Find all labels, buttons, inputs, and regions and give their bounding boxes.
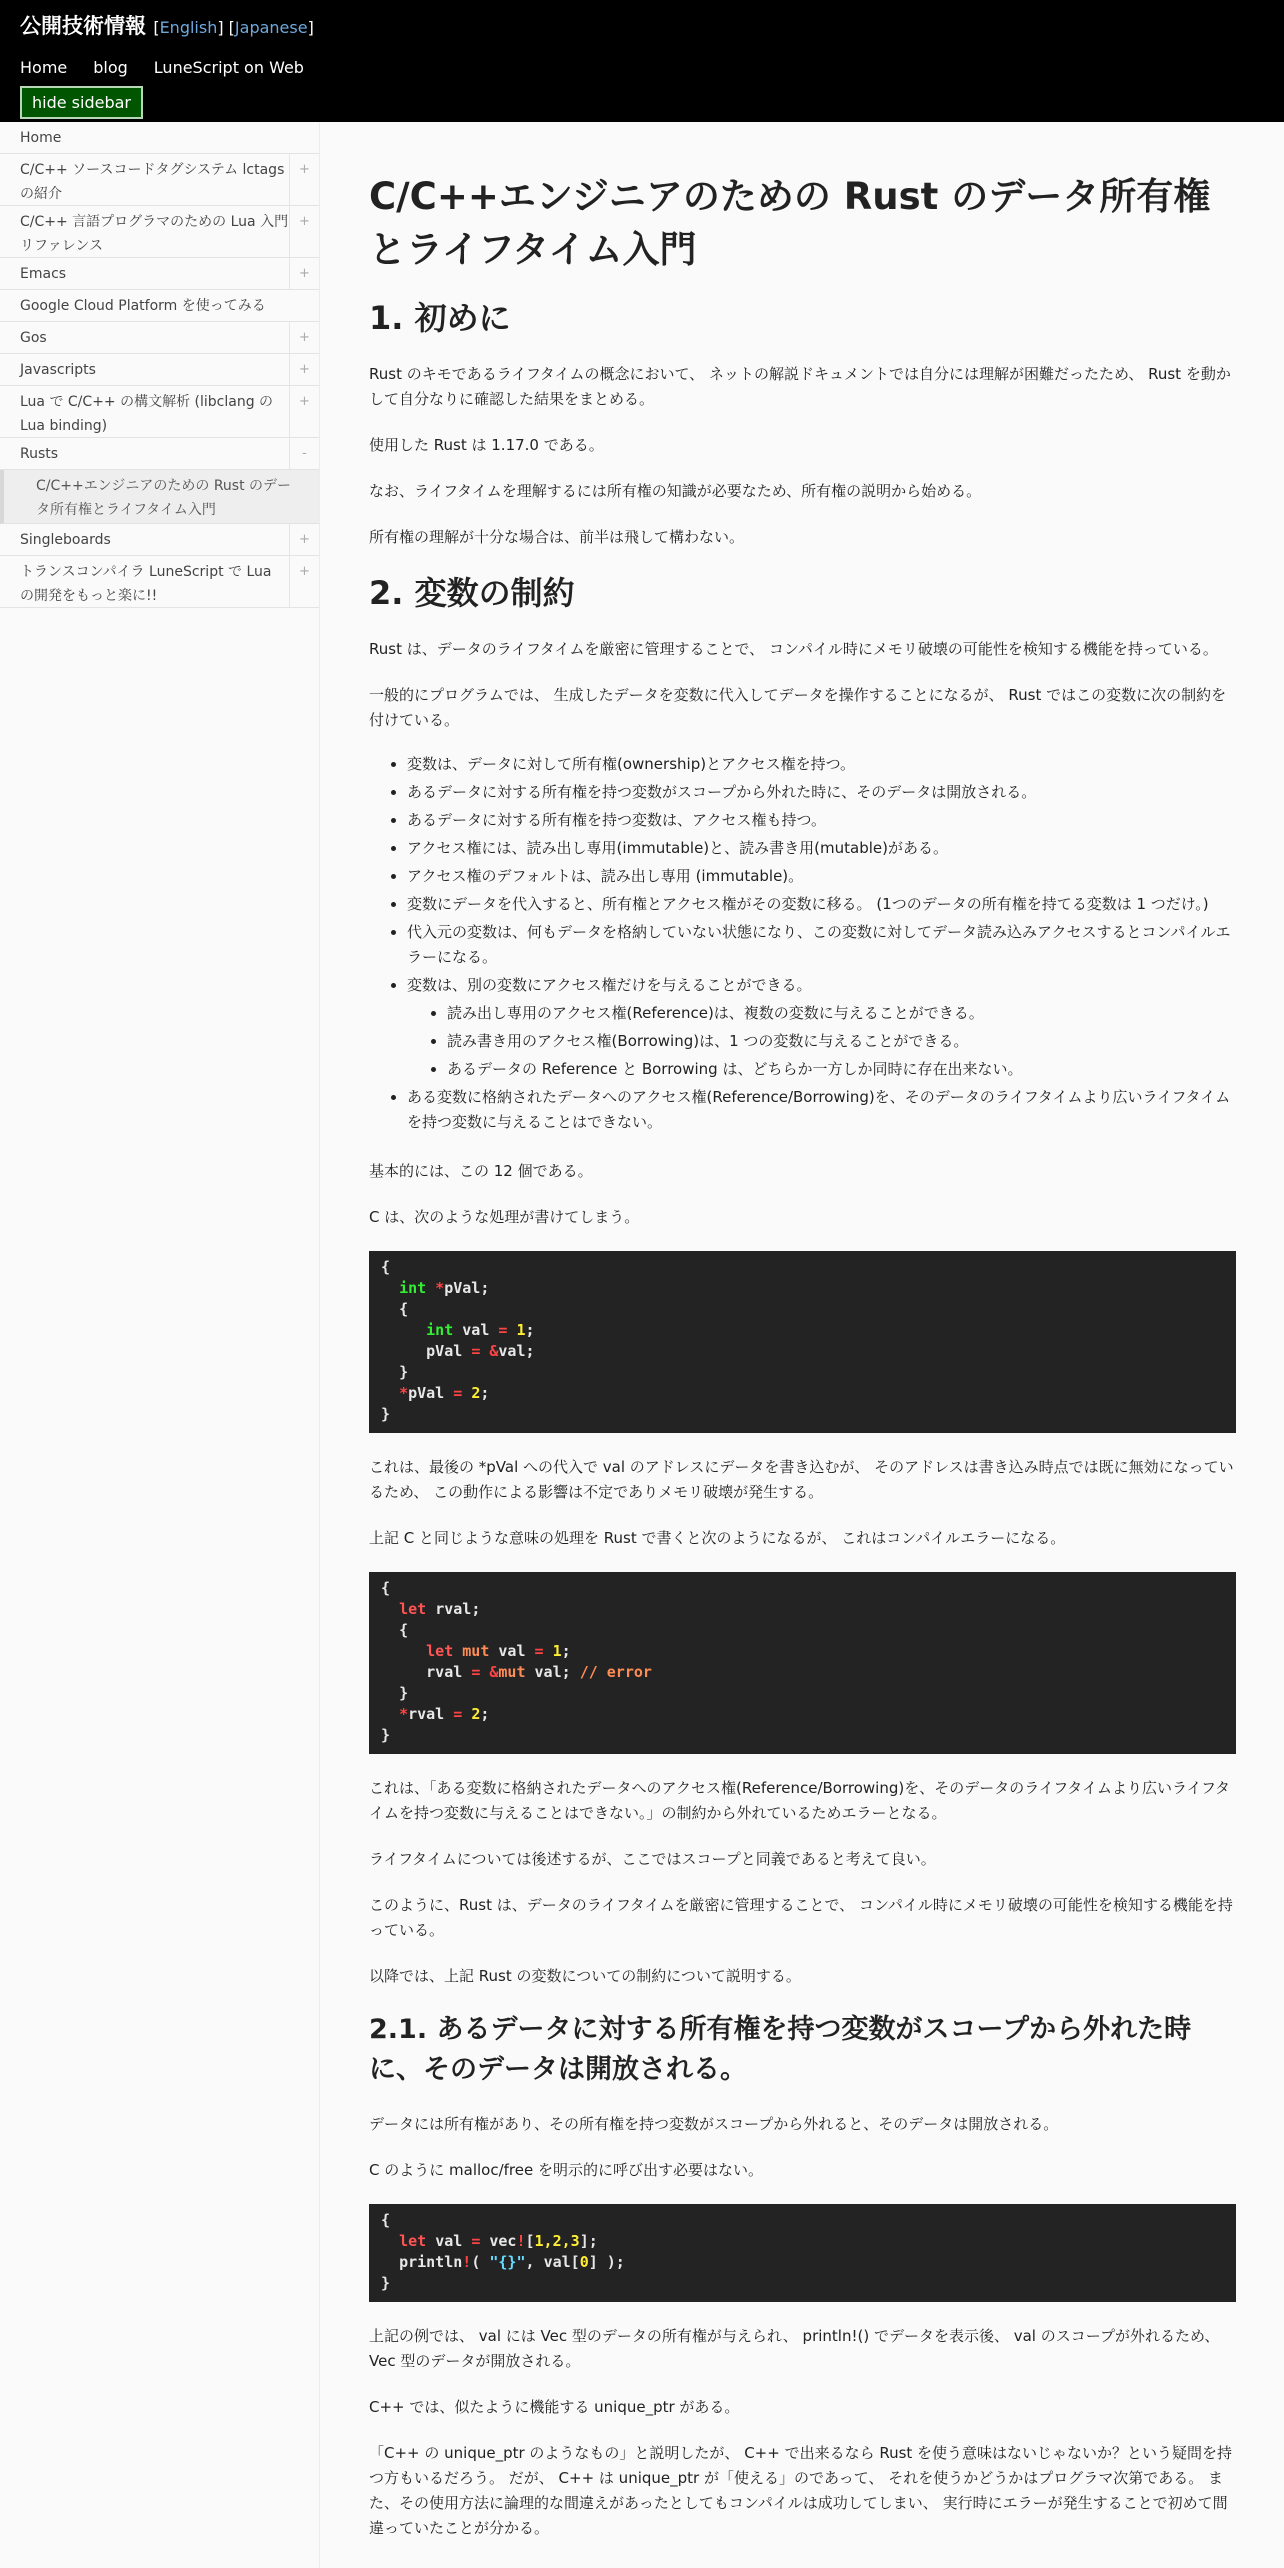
nav-lunescript-on-web[interactable]: LuneScript on Web [153, 58, 304, 77]
nav-blog[interactable]: blog [93, 58, 128, 77]
section-heading-variables: 2. 変数の制約 [369, 574, 575, 612]
constraint-list [407, 752, 1236, 1135]
sidebar-item-label[interactable]: Singleboards [20, 532, 111, 548]
expand-toggle[interactable]: + [289, 206, 319, 257]
sidebar-item-rusts[interactable] [0, 438, 319, 470]
expand-toggle[interactable]: + [289, 524, 319, 555]
section-heading-scope: 2.1. あるデータに対する所有権を持つ変数がスコープから外れた時に、そのデータは開放される。 [369, 2014, 1192, 2085]
paragraph: 以降では、上記 Rust の変数についての制約について説明する。 [369, 1967, 801, 1985]
sidebar-item-home[interactable] [0, 122, 319, 154]
paragraph: 基本的には、この 12 個である。 [369, 1162, 593, 1180]
list-item: • あるデータに対する所有権を持つ変数は、アクセス権も持つ。 [407, 808, 1236, 833]
section-heading-intro: 1. 初めに [369, 299, 511, 337]
paragraph: これは、最後の *pVal への代入で val のアドレスにデータを書き込むが、 そのアドレスは書き込み時点では既に無効になっているため、 この動作による影響は不定でありメモリ破壊が発生する。 [369, 1458, 1234, 1501]
paragraph: 上記の例では、 val には Vec 型のデータの所有権が与えられ、 println!() でデータを表示後、 val のスコープが外れるため、 Vec 型のデータが開放される。 [369, 2327, 1220, 2370]
lang-english-link[interactable]: English [159, 18, 218, 37]
site-title: 公開技術情報 [20, 14, 146, 38]
sidebar [0, 122, 320, 2568]
sidebar-item-libclang[interactable] [0, 386, 319, 438]
lang-bracket: ] [ [217, 18, 235, 37]
nav-home[interactable]: Home [20, 58, 68, 77]
sidebar-item-label[interactable]: Google Cloud Platform を使ってみる [20, 298, 266, 314]
sidebar-item-label[interactable]: C/C++エンジニアのための Rust のデータ所有権とライフタイム入門 [36, 478, 292, 518]
sidebar-item-label[interactable]: C/C++ ソースコードタグシステム lctags の紹介 [20, 162, 285, 202]
expand-toggle[interactable]: + [289, 386, 319, 437]
sidebar-item-label[interactable]: Home [20, 130, 62, 146]
expand-toggle[interactable]: + [289, 322, 319, 353]
paragraph: Rust は、データのライフタイムを厳密に管理することで、 コンパイル時にメモリ破壊の可能性を検知する機能を持っている。 [369, 640, 1218, 658]
sidebar-item-javascripts[interactable] [0, 354, 319, 386]
sidebar-item-singleboards[interactable] [0, 524, 319, 556]
list-item: • アクセス権のデフォルトは、読み出し専用 (immutable)。 [407, 864, 1236, 889]
hide-sidebar-button[interactable]: hide sidebar [20, 86, 143, 119]
paragraph: これは、「ある変数に格納されたデータへのアクセス権(Reference/Borrowing)を、そのデータのライフタイムより広いライフタイムを持つ変数に与えることはできない。」の制約から外れているためエラーとなる。 [369, 1779, 1230, 1822]
paragraph: 所有権の理解が十分な場合は、前半は飛して構わない。 [369, 528, 745, 546]
code-block-c: { int *pVal; { int val = 1; pVal = &val; } *pVal = 2; } [369, 1251, 1236, 1433]
page-title: C/C++エンジニアのための Rust のデータ所有権とライフタイム入門 [369, 175, 1211, 271]
list-item: • 変数は、データに対して所有権(ownership)とアクセス権を持つ。 [407, 752, 1236, 777]
paragraph: 使用した Rust は 1.17.0 である。 [369, 436, 604, 454]
list-item: • あるデータに対する所有権を持つ変数がスコープから外れた時に、そのデータは開放される。 [407, 780, 1236, 805]
list-item: • ある変数に格納されたデータへのアクセス権(Reference/Borrowing)を、そのデータのライフタイムより広いライフタイムを持つ変数に与えることはできない。 [407, 1085, 1236, 1135]
language-links [153, 18, 314, 37]
article [369, 170, 1236, 2562]
expand-toggle[interactable]: + [289, 556, 319, 607]
list-item-text: 変数は、別の変数にアクセス権だけを与えることができる。 [407, 976, 812, 994]
paragraph: 「C++ の unique_ptr のようなもの」と説明したが、 C++ で出来るなら Rust を使う意味はないじゃないか？という疑問を持つ方もいるだろう。 だが、 C++ は unique_ptr が「使える」のであって、 それを使うかどうかはプログラマ次第である。 また、その使用方法に論理的な間違えがあったとしてもコンパイルは成功してしまい、 実行時にエラーが発生することで初めて間違っていたことが分かる。 [369, 2444, 1233, 2537]
list-item: • アクセス権には、読み出し専用(immutable)と、読み書き用(mutable)がある。 [407, 836, 1236, 861]
sidebar-item-label[interactable]: Javascripts [20, 362, 96, 378]
list-item: • 変数にデータを代入すると、所有権とアクセス権がその変数に移る。 (1つのデータの所有権を持てる変数は 1 つだけ。) [407, 892, 1236, 917]
sidebar-item-gos[interactable] [0, 322, 319, 354]
sidebar-item-lunescript[interactable] [0, 556, 319, 608]
list-item [407, 973, 1236, 1082]
site-title-block [20, 10, 314, 40]
sidebar-item-emacs[interactable] [0, 258, 319, 290]
site-header [0, 0, 1284, 122]
paragraph: 上記 C と同じような意味の処理を Rust で書くと次のようになるが、 これはコンパイルエラーになる。 [369, 1529, 1066, 1547]
sidebar-item-label[interactable]: Rusts [20, 446, 59, 462]
sidebar-item-rust-ownership[interactable] [0, 470, 319, 524]
collapse-toggle[interactable]: - [289, 438, 319, 469]
code-block-rust-error: { let rval; { let mut val = 1; rval = &mut val; // error } *rval = 2; } [369, 1572, 1236, 1754]
sidebar-item-label[interactable]: C/C++ 言語プログラマのための Lua 入門リファレンス [20, 214, 289, 254]
sidebar-item-label[interactable]: トランスコンパイラ LuneScript で Lua の開発をもっと楽に!! [20, 564, 272, 604]
list-item: • 代入元の変数は、何もデータを格納していない状態になり、この変数に対してデータ読み込みアクセスするとコンパイルエラーになる。 [407, 920, 1236, 970]
paragraph: 一般的にプログラムでは、 生成したデータを変数に代入してデータを操作することになるが、 Rust ではこの変数に次の制約を付けている。 [369, 686, 1227, 729]
code-block-rust-vec: { let val = vec![1,2,3]; println!( "{}", val[0] ); } [369, 2204, 1236, 2302]
sub-list [447, 1001, 1236, 1082]
sub-list-item: • あるデータの Reference と Borrowing は、どちらか一方しか同時に存在出来ない。 [447, 1057, 1236, 1082]
top-nav [20, 58, 330, 77]
paragraph: このように、Rust は、データのライフタイムを厳密に管理することで、 コンパイル時にメモリ破壊の可能性を検知する機能を持っている。 [369, 1896, 1233, 1939]
sub-list-item: • 読み書き用のアクセス権(Borrowing)は、1 つの変数に与えることができる。 [447, 1029, 1236, 1054]
sidebar-item-gcp[interactable] [0, 290, 319, 322]
sidebar-item-label[interactable]: Emacs [20, 266, 67, 282]
paragraph: データには所有権があり、その所有権を持つ変数がスコープから外れると、そのデータは開放される。 [369, 2115, 1059, 2133]
paragraph: C++ では、似たように機能する unique_ptr がある。 [369, 2398, 740, 2416]
expand-toggle[interactable]: + [289, 258, 319, 289]
paragraph: ライフタイムについては後述するが、ここではスコープと同義であると考えて良い。 [369, 1850, 936, 1868]
sub-list-item: • 読み出し専用のアクセス権(Reference)は、複数の変数に与えることができる。 [447, 1001, 1236, 1026]
paragraph: C のように malloc/free を明示的に呼び出す必要はない。 [369, 2161, 763, 2179]
lang-bracket: [ [153, 18, 160, 37]
paragraph: C は、次のような処理が書けてしまう。 [369, 1208, 640, 1226]
sidebar-item-label[interactable]: Lua で C/C++ の構文解析 (libclang の Lua binding) [20, 394, 274, 434]
sidebar-item-label[interactable]: Gos [20, 330, 47, 346]
paragraph: Rust のキモであるライフタイムの概念において、 ネットの解説ドキュメントでは自分には理解が困難だったため、 Rust を動かして自分なりに確認した結果をまとめる。 [369, 365, 1231, 408]
expand-toggle[interactable]: + [289, 354, 319, 385]
sidebar-item-lctags[interactable] [0, 154, 319, 206]
lang-japanese-link[interactable]: Japanese [234, 18, 308, 37]
lang-bracket: ] [307, 18, 314, 37]
sidebar-item-lua-reference[interactable] [0, 206, 319, 258]
paragraph: なお、ライフタイムを理解するには所有権の知識が必要なため、所有権の説明から始める。 [369, 482, 982, 500]
expand-toggle[interactable]: + [289, 154, 319, 205]
